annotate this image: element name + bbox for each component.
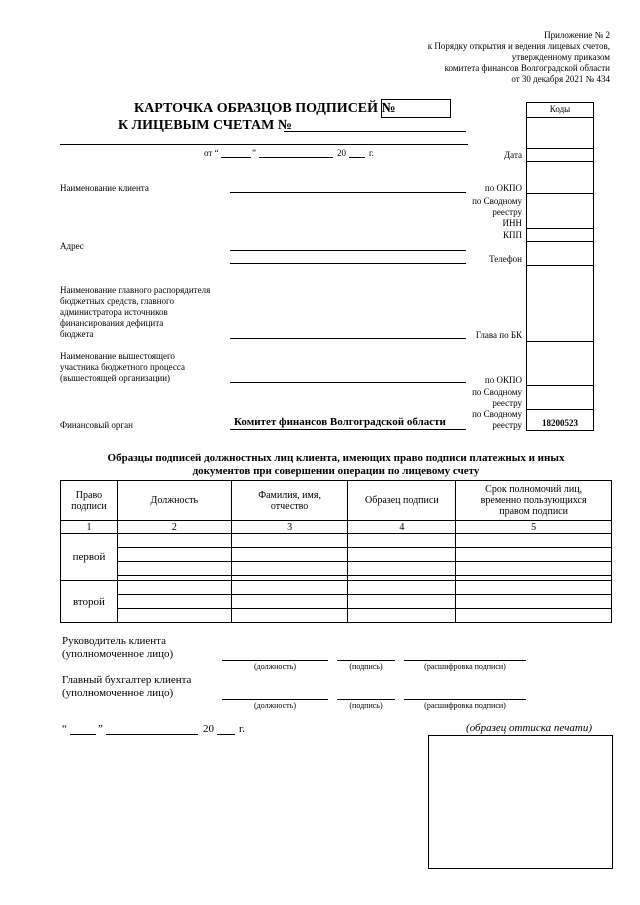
bottom-date-suffix: г. — [239, 723, 246, 735]
date-year: 20 — [337, 148, 346, 158]
table-numbers-row: 1 2 3 4 5 — [61, 521, 612, 534]
date-quote-close: ” — [252, 148, 256, 158]
codes-header: Коды — [549, 104, 571, 114]
label-svod-2a: по Сводному — [472, 387, 522, 397]
head-signature-field[interactable] — [337, 660, 395, 661]
head-decode-field[interactable] — [404, 660, 526, 661]
label-address: Адрес — [60, 241, 84, 251]
head-position-field[interactable] — [222, 660, 328, 661]
appendix-line-1: Приложение № 2 — [544, 30, 610, 40]
appendix-line-2: к Порядку открытия и ведения лицевых счетов, — [427, 41, 610, 51]
head-position-caption: (должность) — [254, 662, 296, 671]
address-field-2[interactable] — [230, 263, 466, 264]
label-kpp: КПП — [502, 230, 522, 240]
appendix-line-4: комитета финансов Волгоградской области — [444, 63, 610, 73]
label-grbs: Наименование главного распорядителя бюджетных средств, главного администратора источников финансирования дефицита бюджета — [60, 285, 211, 339]
section-title: Образцы подписей должностных лиц клиента, имеющих право подписи платежных и иных документов при совершении операции по лицевому счету — [107, 452, 565, 477]
bottom-date-year: 20 — [203, 723, 214, 735]
label-phone: Телефон — [489, 254, 522, 264]
date-day-field[interactable] — [221, 157, 251, 158]
table-row — [61, 595, 612, 609]
date-year-field[interactable] — [349, 157, 365, 158]
stamp-label: (образец оттиска печати) — [466, 722, 592, 734]
row-first-label: первой — [61, 534, 118, 581]
client-name-field[interactable] — [230, 192, 466, 193]
header-sample: Образец подписи — [348, 481, 456, 521]
label-glava-bk: Глава по БК — [475, 330, 522, 340]
page-subtitle: К ЛИЦЕВЫМ СЧЕТАМ № — [118, 118, 292, 133]
bottom-date-year-field[interactable] — [217, 734, 235, 735]
table-row — [61, 534, 612, 548]
table-row — [61, 562, 612, 576]
header-term: Срок полномочий лиц, временно пользующихся правом подписи — [456, 481, 612, 521]
acc-position-caption: (должность) — [254, 701, 296, 710]
signatures-table — [60, 480, 612, 623]
table-row — [61, 581, 612, 595]
table-row — [61, 548, 612, 562]
acc-signature-field[interactable] — [337, 699, 395, 700]
row-second-label: второй — [61, 581, 118, 623]
bottom-date-open: “ — [62, 723, 67, 735]
address-field-1[interactable] — [230, 250, 466, 251]
upper-participant-field[interactable] — [230, 382, 466, 383]
label-svod-1b: реестру — [492, 207, 522, 217]
page-title: КАРТОЧКА ОБРАЗЦОВ ПОДПИСЕЙ № — [134, 101, 396, 116]
head-signature-caption: (подпись) — [349, 662, 383, 671]
header-right: Право подписи — [61, 481, 118, 521]
label-date: Дата — [504, 150, 522, 160]
label-svod-1a: по Сводному — [472, 196, 522, 206]
head-label: Руководитель клиента (уполномоченное лицо) — [62, 635, 174, 660]
accountant-label: Главный бухгалтер клиента (уполномоченное лицо) — [62, 674, 192, 699]
date-prefix: от “ — [204, 148, 219, 158]
fin-organ-value: Комитет финансов Волгоградской области — [234, 416, 446, 428]
header-fio: Фамилия, имя, отчество — [231, 481, 348, 521]
appendix-line-5: от 30 декабря 2021 № 434 — [511, 74, 610, 84]
fin-organ-code: 18200523 — [542, 418, 578, 428]
label-svod-2b: реестру — [492, 398, 522, 408]
acc-decode-field[interactable] — [404, 699, 526, 700]
label-fin-organ: Финансовый орган — [60, 420, 133, 430]
header-position: Должность — [117, 481, 231, 521]
bottom-date-close: ” — [98, 723, 103, 735]
codes-column — [526, 102, 594, 431]
grbs-field[interactable] — [230, 338, 466, 339]
date-suffix: г. — [369, 148, 374, 158]
stamp-box — [428, 735, 613, 869]
label-upper-participant: Наименование вышестоящего участника бюджетного процесса (вышестоящей организации) — [60, 351, 185, 383]
date-month-field[interactable] — [259, 157, 333, 158]
acc-decode-caption: (расшифровка подписи) — [424, 701, 506, 710]
bottom-date-month-field[interactable] — [106, 734, 198, 735]
label-okpo-2: по ОКПО — [484, 375, 522, 385]
card-number-field[interactable] — [381, 99, 451, 118]
label-okpo-1: по ОКПО — [484, 183, 522, 193]
bottom-date-day-field[interactable] — [70, 734, 96, 735]
label-client-name: Наименование клиента — [60, 183, 149, 193]
acc-position-field[interactable] — [222, 699, 328, 700]
table-row — [61, 609, 612, 623]
table-header-row — [61, 481, 612, 521]
label-inn: ИНН — [502, 218, 522, 228]
label-svod-3b: реестру — [492, 420, 522, 430]
head-decode-caption: (расшифровка подписи) — [424, 662, 506, 671]
label-svod-3a: по Сводному — [472, 409, 522, 419]
appendix-line-3: утвержденному приказом — [511, 52, 610, 62]
appendix-header — [310, 30, 610, 85]
acc-signature-caption: (подпись) — [349, 701, 383, 710]
account-number-line[interactable] — [284, 131, 466, 132]
